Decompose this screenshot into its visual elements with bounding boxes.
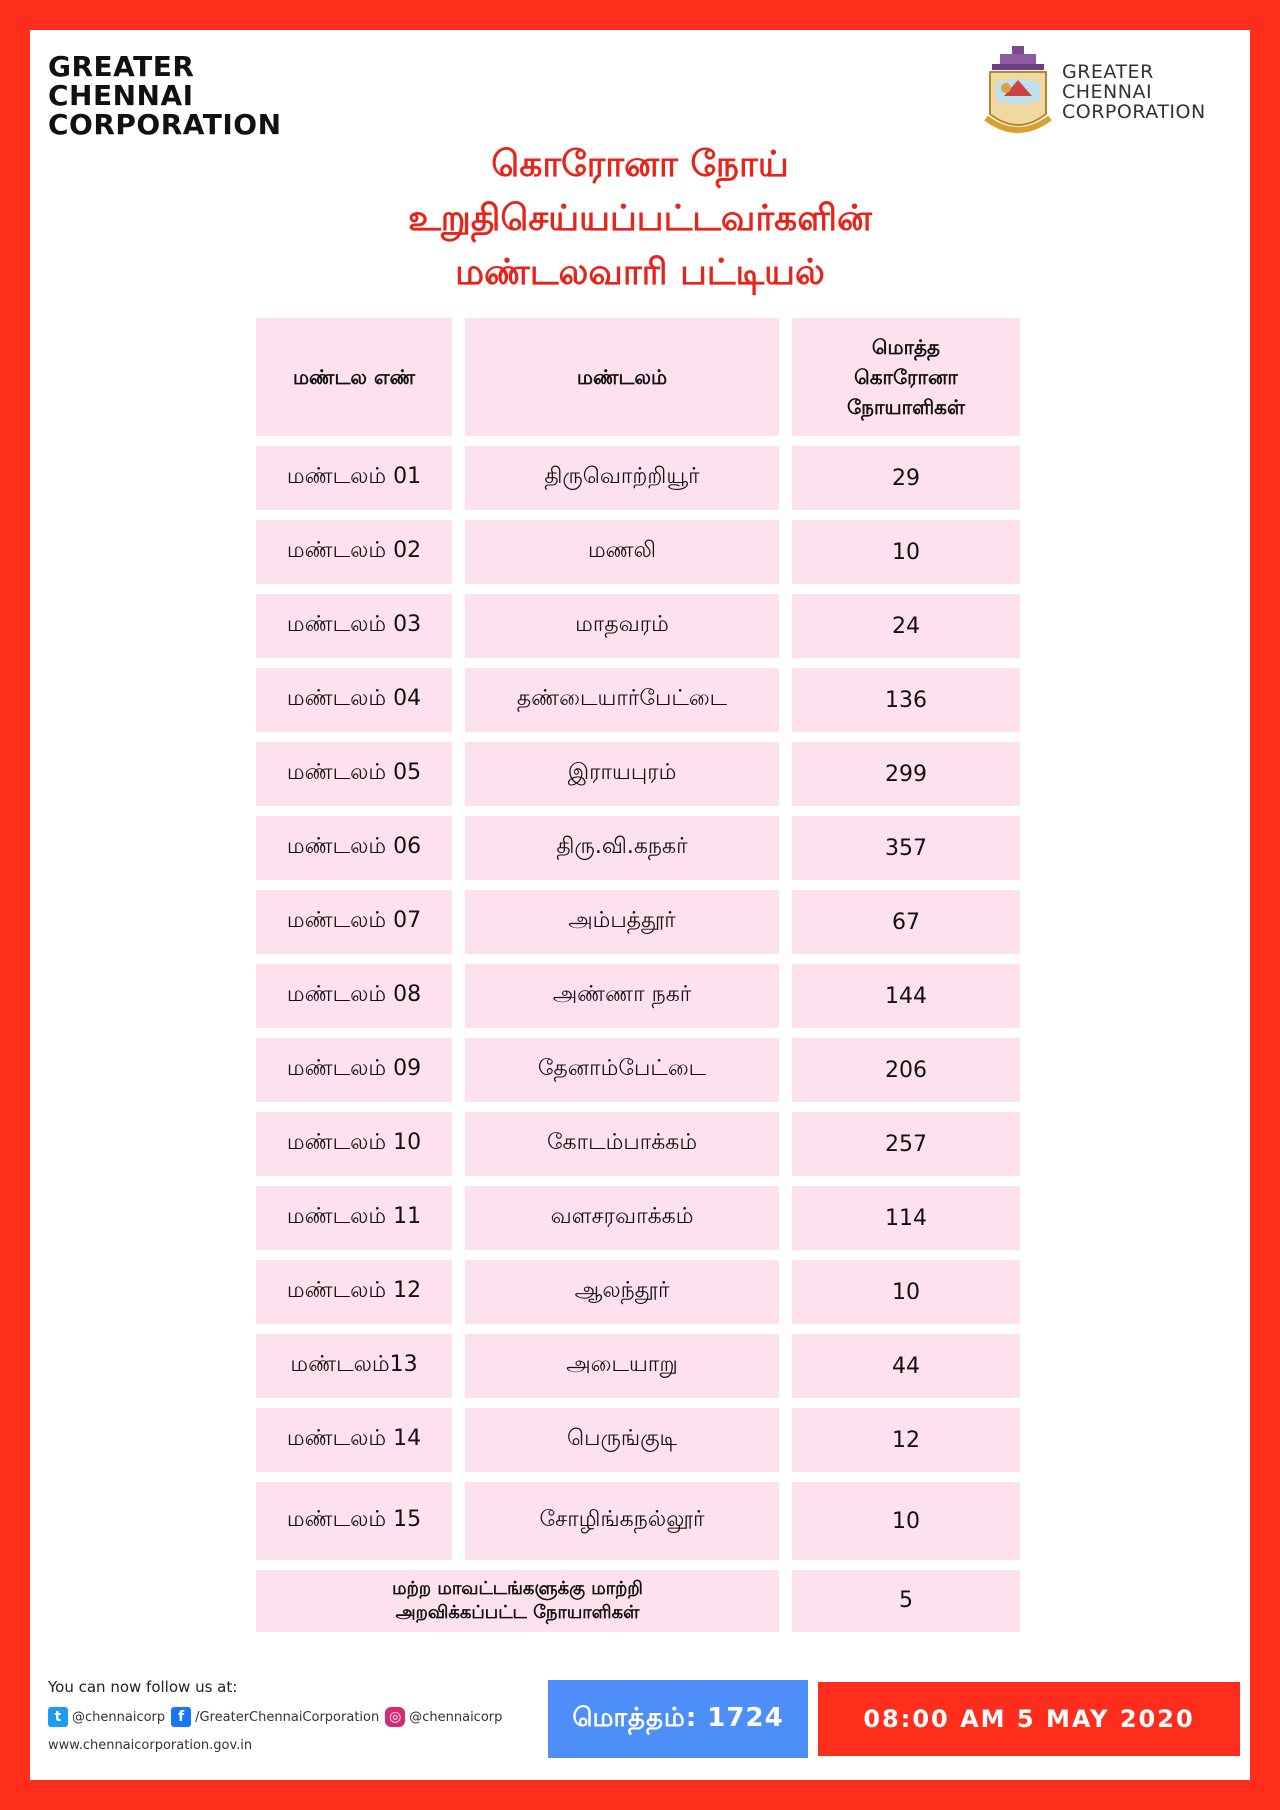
table-row (256, 890, 1036, 954)
brand-right-line: CHENNAI (1062, 81, 1153, 103)
zone-number-cell: மண்டலம் 09 (256, 1038, 452, 1102)
transferred-patients-count: 5 (792, 1570, 1020, 1632)
table-row (256, 1482, 1036, 1560)
poster (30, 30, 1250, 1780)
table-row (256, 1334, 1036, 1398)
title-line: கொரோனா நோய் (491, 144, 789, 185)
table-row (256, 1112, 1036, 1176)
zone-name-cell: தண்டையார்பேட்டை (465, 668, 779, 732)
zone-name-cell: திருவொற்றியூர் (465, 446, 779, 510)
follow-text: You can now follow us at: (48, 1678, 238, 1696)
zone-number-cell: மண்டலம் 08 (256, 964, 452, 1028)
title-line: உறுதிசெய்யப்பட்டவர்களின் (408, 198, 872, 239)
brand-wordmark-right (1062, 62, 1206, 122)
zone-number-cell: மண்டலம் 01 (256, 446, 452, 510)
table-row (256, 1260, 1036, 1324)
table-row (256, 594, 1036, 658)
zone-name-cell: சோழிங்கநல்லூர் (465, 1482, 779, 1560)
table-row (256, 446, 1036, 510)
patient-count-cell: 44 (792, 1334, 1020, 1398)
zone-name-cell: கோடம்பாக்கம் (465, 1112, 779, 1176)
zone-name-cell: இராயபுரம் (465, 742, 779, 806)
brand-left-line: CHENNAI (48, 79, 194, 112)
zone-name-cell: அண்ணா நகர் (465, 964, 779, 1028)
brand-left-line: GREATER (48, 50, 195, 83)
table-row (256, 816, 1036, 880)
title-line: மண்டலவாரி பட்டியல் (455, 252, 825, 293)
patient-count-cell: 67 (792, 890, 1020, 954)
patient-count-cell: 206 (792, 1038, 1020, 1102)
website-link[interactable]: www.chennaicorporation.gov.in (48, 1738, 253, 1753)
table-row (256, 742, 1036, 806)
twitter-handle[interactable]: @chennaicorp (72, 1709, 166, 1725)
zone-number-cell: மண்டலம் 02 (256, 520, 452, 584)
table-row (256, 668, 1036, 732)
table-row (256, 1186, 1036, 1250)
zone-name-cell: மாதவரம் (465, 594, 779, 658)
patient-count-cell: 10 (792, 520, 1020, 584)
zone-number-cell: மண்டலம் 15 (256, 1482, 452, 1560)
patient-count-cell: 24 (792, 594, 1020, 658)
zone-table (256, 318, 1036, 1632)
instagram-handle[interactable]: @chennaicorp (409, 1709, 503, 1725)
brand-right-line: CORPORATION (1062, 101, 1206, 123)
brand-left-line: CORPORATION (48, 108, 282, 141)
page-title (30, 138, 1250, 300)
patient-count-cell: 12 (792, 1408, 1020, 1472)
total-badge: மொத்தம்: 1724 (548, 1680, 808, 1758)
zone-number-cell: மண்டலம் 06 (256, 816, 452, 880)
instagram-icon[interactable]: ◎ (385, 1707, 405, 1727)
facebook-icon[interactable]: f (171, 1707, 191, 1727)
zone-name-cell: பெருங்குடி (465, 1408, 779, 1472)
patient-count-cell: 357 (792, 816, 1020, 880)
patient-count-cell: 144 (792, 964, 1020, 1028)
zone-number-cell: மண்டலம்13 (256, 1334, 452, 1398)
patient-count-cell: 136 (792, 668, 1020, 732)
zone-name-cell: அம்பத்தூர் (465, 890, 779, 954)
zone-name-cell: திரு.வி.கநகர் (465, 816, 779, 880)
zone-number-cell: மண்டலம் 12 (256, 1260, 452, 1324)
datetime-badge: 08:00 AM 5 MAY 2020 (816, 1680, 1242, 1758)
patient-count-cell: 299 (792, 742, 1020, 806)
table-row (256, 964, 1036, 1028)
patient-count-cell: 257 (792, 1112, 1020, 1176)
table-row (256, 1038, 1036, 1102)
patient-count-cell: 10 (792, 1482, 1020, 1560)
table-footer-row (256, 1570, 1036, 1632)
zone-name-cell: தேனாம்பேட்டை (465, 1038, 779, 1102)
zone-number-cell: மண்டலம் 03 (256, 594, 452, 658)
facebook-page[interactable]: /GreaterChennaiCorporation (195, 1709, 380, 1725)
zone-name-cell: ஆலந்தூர் (465, 1260, 779, 1324)
corporation-emblem-icon (982, 44, 1054, 140)
zone-number-cell: மண்டலம் 04 (256, 668, 452, 732)
patient-count-cell: 114 (792, 1186, 1020, 1250)
zone-number-cell: மண்டலம் 10 (256, 1112, 452, 1176)
column-header: மொத்த கொரோனா நோயாளிகள் (792, 318, 1020, 436)
column-header: மண்டல எண் (256, 318, 452, 436)
zone-number-cell: மண்டலம் 14 (256, 1408, 452, 1472)
zone-name-cell: மணலி (465, 520, 779, 584)
twitter-icon[interactable]: t (48, 1707, 68, 1727)
table-row (256, 1408, 1036, 1472)
zone-name-cell: அடையாறு (465, 1334, 779, 1398)
social-links (48, 1706, 502, 1728)
transferred-patients-label: மற்ற மாவட்டங்களுக்கு மாற்றி அறவிக்கப்பட்ட நோயாளிகள் (256, 1570, 779, 1632)
brand-right-line: GREATER (1062, 61, 1154, 83)
table-row (256, 520, 1036, 584)
zone-number-cell: மண்டலம் 07 (256, 890, 452, 954)
brand-wordmark-left (48, 52, 282, 139)
patient-count-cell: 29 (792, 446, 1020, 510)
patient-count-cell: 10 (792, 1260, 1020, 1324)
column-header: மண்டலம் (465, 318, 779, 436)
zone-name-cell: வளசரவாக்கம் (465, 1186, 779, 1250)
zone-number-cell: மண்டலம் 05 (256, 742, 452, 806)
zone-number-cell: மண்டலம் 11 (256, 1186, 452, 1250)
table-header-row (256, 318, 1036, 436)
